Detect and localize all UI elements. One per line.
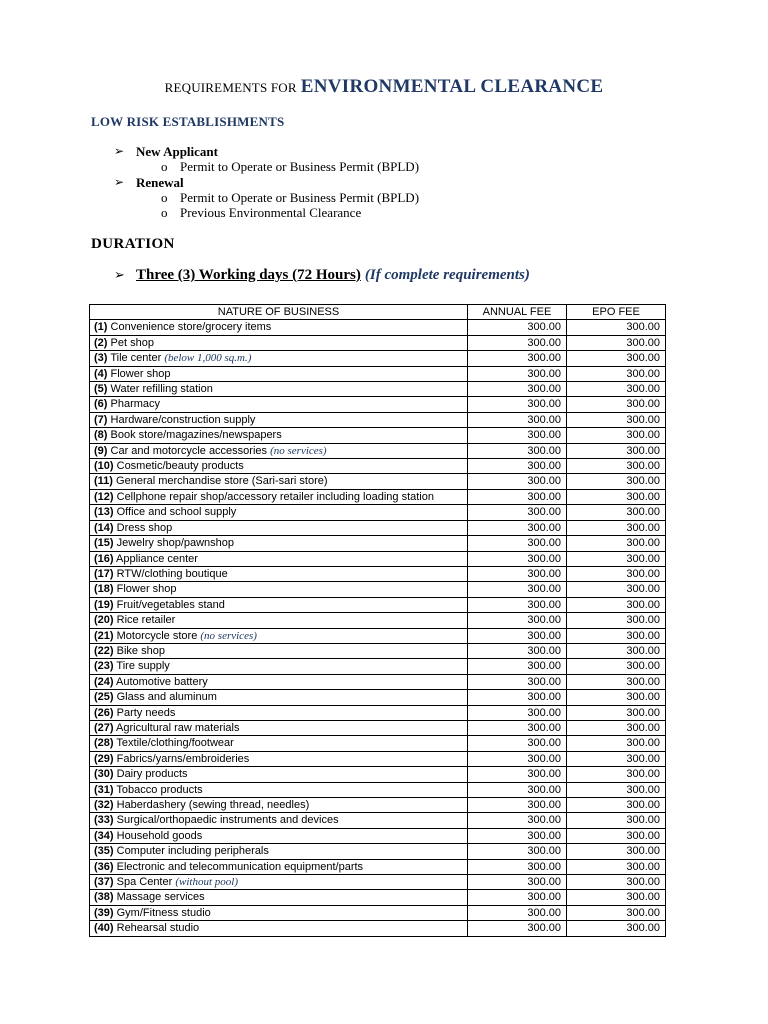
annual-fee-cell: 300.00 (468, 536, 567, 551)
business-cell (90, 536, 468, 551)
business-name: Textile/clothing/footwear (116, 737, 234, 750)
epo-fee-cell: 300.00 (567, 690, 666, 705)
business-qualifier: (no services) (270, 444, 327, 457)
requirement-group-title (114, 144, 419, 159)
business-cell (90, 828, 468, 843)
business-cell (90, 643, 468, 658)
business-name: Jewelry shop/pawnshop (116, 537, 235, 550)
row-number: (6) (94, 398, 108, 411)
epo-fee-cell: 300.00 (567, 582, 666, 597)
annual-fee-cell: 300.00 (468, 459, 567, 474)
epo-fee-cell: 300.00 (567, 459, 666, 474)
business-name: Water refilling station (110, 383, 213, 396)
business-name: Electronic and telecommunication equipment/parts (116, 860, 364, 873)
table-row (90, 597, 666, 612)
annual-fee-cell: 300.00 (468, 905, 567, 920)
row-number: (10) (94, 460, 114, 473)
business-cell (90, 428, 468, 443)
business-cell (90, 566, 468, 581)
annual-fee-cell: 300.00 (468, 613, 567, 628)
requirement-item (114, 205, 419, 220)
row-number: (20) (94, 614, 114, 627)
epo-fee-cell: 300.00 (567, 335, 666, 350)
table-row (90, 551, 666, 566)
duration-text: Three (3) Working days (72 Hours) (136, 267, 361, 283)
epo-fee-cell: 300.00 (567, 428, 666, 443)
requirements-list (114, 144, 419, 220)
annual-fee-cell: 300.00 (468, 844, 567, 859)
business-cell (90, 335, 468, 350)
arrow-bullet-icon: ➢ (114, 174, 125, 189)
annual-fee-cell: 300.00 (468, 428, 567, 443)
epo-fee-cell: 300.00 (567, 520, 666, 535)
annual-fee-cell: 300.00 (468, 443, 567, 458)
epo-fee-cell: 300.00 (567, 875, 666, 890)
annual-fee-cell: 300.00 (468, 674, 567, 689)
business-cell (90, 921, 468, 936)
table-row (90, 720, 666, 735)
epo-fee-cell: 300.00 (567, 628, 666, 643)
table-row (90, 335, 666, 350)
business-name: Automotive battery (116, 675, 208, 688)
annual-fee-cell: 300.00 (468, 489, 567, 504)
row-number: (16) (94, 552, 114, 565)
business-cell (90, 474, 468, 489)
business-cell (90, 720, 468, 735)
table-row (90, 767, 666, 782)
epo-fee-cell: 300.00 (567, 474, 666, 489)
annual-fee-cell: 300.00 (468, 505, 567, 520)
business-cell (90, 705, 468, 720)
table-row (90, 536, 666, 551)
business-cell (90, 628, 468, 643)
table-row (90, 474, 666, 489)
header-nature: NATURE OF BUSINESS (90, 305, 468, 320)
table-row (90, 628, 666, 643)
business-cell (90, 489, 468, 504)
row-number: (11) (94, 475, 113, 488)
business-name: Massage services (116, 891, 205, 904)
business-cell (90, 520, 468, 535)
epo-fee-cell: 300.00 (567, 813, 666, 828)
epo-fee-cell: 300.00 (567, 859, 666, 874)
annual-fee-cell: 300.00 (468, 736, 567, 751)
epo-fee-cell: 300.00 (567, 828, 666, 843)
row-number: (31) (94, 783, 114, 796)
table-row (90, 489, 666, 504)
annual-fee-cell: 300.00 (468, 628, 567, 643)
table-row (90, 828, 666, 843)
arrow-bullet-icon: ➢ (114, 144, 125, 158)
duration-note: (If complete requirements) (364, 267, 530, 283)
table-header-row (90, 305, 666, 320)
annual-fee-cell: 300.00 (468, 643, 567, 658)
business-name: Spa Center (116, 876, 173, 889)
row-number: (37) (94, 876, 114, 889)
annual-fee-cell: 300.00 (468, 859, 567, 874)
epo-fee-cell: 300.00 (567, 366, 666, 381)
epo-fee-cell: 300.00 (567, 643, 666, 658)
table-row (90, 582, 666, 597)
business-name: Rice retailer (116, 614, 176, 627)
row-number: (35) (94, 845, 114, 858)
business-cell (90, 813, 468, 828)
table-row (90, 320, 666, 335)
annual-fee-cell: 300.00 (468, 366, 567, 381)
business-name: Fruit/vegetables stand (116, 598, 225, 611)
annual-fee-cell: 300.00 (468, 798, 567, 813)
business-name: Office and school supply (116, 506, 237, 519)
table-row (90, 674, 666, 689)
table-row (90, 690, 666, 705)
epo-fee-cell: 300.00 (567, 751, 666, 766)
business-name: Cellphone repair shop/accessory retailer including loading station (116, 490, 434, 503)
requirement-item-text: Previous Environmental Clearance (180, 205, 362, 221)
epo-fee-cell: 300.00 (567, 505, 666, 520)
row-number: (27) (94, 721, 114, 734)
business-cell (90, 551, 468, 566)
business-name: Agricultural raw materials (116, 721, 240, 734)
table-row (90, 705, 666, 720)
row-number: (25) (94, 691, 114, 704)
epo-fee-cell: 300.00 (567, 782, 666, 797)
requirement-group-title (114, 175, 419, 190)
requirement-group-label: Renewal (136, 174, 184, 190)
business-name: Tobacco products (116, 783, 203, 796)
row-number: (15) (94, 537, 114, 550)
annual-fee-cell: 300.00 (468, 813, 567, 828)
business-name: Glass and aluminum (116, 691, 217, 704)
arrow-bullet-icon: ➢ (114, 268, 125, 283)
annual-fee-cell: 300.00 (468, 582, 567, 597)
table-row (90, 382, 666, 397)
business-name: Hardware/construction supply (110, 413, 256, 426)
row-number: (33) (94, 814, 114, 827)
table-row (90, 736, 666, 751)
business-cell (90, 844, 468, 859)
header-epo-fee: EPO FEE (567, 305, 666, 320)
epo-fee-cell: 300.00 (567, 412, 666, 427)
business-name: Tile center (110, 352, 162, 365)
annual-fee-cell: 300.00 (468, 520, 567, 535)
row-number: (17) (94, 567, 114, 580)
row-number: (21) (94, 629, 114, 642)
table-row (90, 782, 666, 797)
epo-fee-cell: 300.00 (567, 921, 666, 936)
row-number: (24) (94, 675, 114, 688)
row-number: (32) (94, 799, 114, 811)
annual-fee-cell: 300.00 (468, 597, 567, 612)
annual-fee-cell: 300.00 (468, 397, 567, 412)
row-number: (23) (94, 660, 114, 673)
business-qualifier: (without pool) (175, 876, 238, 889)
row-number: (9) (94, 444, 108, 457)
business-name: Gym/Fitness studio (116, 906, 211, 919)
business-name: Fabrics/yarns/embroideries (116, 752, 250, 765)
annual-fee-cell: 300.00 (468, 551, 567, 566)
annual-fee-cell: 300.00 (468, 767, 567, 782)
business-name: Haberdashery (sewing thread, needles) (116, 799, 310, 811)
epo-fee-cell: 300.00 (567, 489, 666, 504)
requirement-item-text: Permit to Operate or Business Permit (BPLD) (180, 189, 420, 205)
section-heading: LOW RISK ESTABLISHMENTS (91, 114, 285, 129)
annual-fee-cell: 300.00 (468, 351, 567, 366)
requirement-item (114, 159, 419, 174)
epo-fee-cell: 300.00 (567, 890, 666, 905)
business-name: Party needs (116, 706, 176, 719)
business-cell (90, 459, 468, 474)
table-row (90, 397, 666, 412)
requirement-item (114, 190, 419, 205)
row-number: (26) (94, 706, 114, 719)
business-qualifier: (no services) (200, 629, 257, 642)
row-number: (38) (94, 891, 114, 904)
row-number: (18) (94, 583, 114, 596)
page-title (0, 76, 768, 98)
row-number: (29) (94, 752, 114, 765)
business-cell (90, 751, 468, 766)
header-annual-fee: ANNUAL FEE (468, 305, 567, 320)
row-number: (3) (94, 352, 108, 365)
epo-fee-cell: 300.00 (567, 397, 666, 412)
row-number: (28) (94, 737, 114, 750)
epo-fee-cell: 300.00 (567, 443, 666, 458)
epo-fee-cell: 300.00 (567, 536, 666, 551)
business-name: Flower shop (110, 367, 171, 380)
business-name: General merchandise store (Sari-sari store) (116, 475, 328, 488)
annual-fee-cell: 300.00 (468, 751, 567, 766)
epo-fee-cell: 300.00 (567, 905, 666, 920)
business-cell (90, 320, 468, 335)
requirement-group-label: New Applicant (136, 144, 218, 159)
business-name: Car and motorcycle accessories (110, 444, 268, 457)
epo-fee-cell: 300.00 (567, 659, 666, 674)
epo-fee-cell: 300.00 (567, 844, 666, 859)
row-number: (34) (94, 829, 114, 842)
business-name: Tire supply (116, 660, 170, 673)
annual-fee-cell: 300.00 (468, 720, 567, 735)
annual-fee-cell: 300.00 (468, 705, 567, 720)
business-cell (90, 905, 468, 920)
table-row (90, 520, 666, 535)
table-row (90, 659, 666, 674)
table-row (90, 813, 666, 828)
table-row (90, 875, 666, 890)
row-number: (30) (94, 768, 114, 781)
business-cell (90, 366, 468, 381)
epo-fee-cell: 300.00 (567, 736, 666, 751)
business-name: Appliance center (116, 552, 198, 565)
business-name: Flower shop (116, 583, 177, 596)
row-number: (13) (94, 506, 114, 519)
business-cell (90, 767, 468, 782)
table-row (90, 459, 666, 474)
epo-fee-cell: 300.00 (567, 566, 666, 581)
row-number: (22) (94, 644, 114, 657)
business-cell (90, 690, 468, 705)
epo-fee-cell: 300.00 (567, 767, 666, 782)
table-row (90, 428, 666, 443)
duration-line (114, 267, 530, 284)
row-number: (7) (94, 413, 108, 426)
business-cell (90, 412, 468, 427)
table-row (90, 366, 666, 381)
epo-fee-cell: 300.00 (567, 597, 666, 612)
business-name: Bike shop (116, 644, 165, 657)
business-name: Dairy products (116, 768, 188, 781)
business-cell (90, 582, 468, 597)
annual-fee-cell: 300.00 (468, 566, 567, 581)
epo-fee-cell: 300.00 (567, 613, 666, 628)
row-number: (2) (94, 336, 108, 349)
annual-fee-cell: 300.00 (468, 412, 567, 427)
row-number: (1) (94, 321, 108, 334)
annual-fee-cell: 300.00 (468, 320, 567, 335)
fees-table (89, 304, 666, 937)
business-cell (90, 890, 468, 905)
business-name: Pet shop (110, 336, 154, 349)
table-row (90, 643, 666, 658)
business-cell (90, 659, 468, 674)
epo-fee-cell: 300.00 (567, 674, 666, 689)
epo-fee-cell: 300.00 (567, 798, 666, 813)
annual-fee-cell: 300.00 (468, 782, 567, 797)
business-name: Convenience store/grocery items (110, 321, 272, 334)
business-cell (90, 859, 468, 874)
table-row (90, 798, 666, 813)
business-cell (90, 875, 468, 890)
business-cell (90, 382, 468, 397)
business-cell (90, 674, 468, 689)
circle-bullet-icon: o (161, 159, 168, 175)
table-row (90, 443, 666, 458)
annual-fee-cell: 300.00 (468, 335, 567, 350)
epo-fee-cell: 300.00 (567, 382, 666, 397)
business-name: Dress shop (116, 521, 173, 534)
row-number: (40) (94, 922, 114, 935)
row-number: (19) (94, 598, 114, 611)
annual-fee-cell: 300.00 (468, 828, 567, 843)
row-number: (36) (94, 860, 114, 873)
table-row (90, 613, 666, 628)
annual-fee-cell: 300.00 (468, 890, 567, 905)
business-name: RTW/clothing boutique (116, 567, 228, 580)
business-name: Book store/magazines/newspapers (110, 429, 282, 442)
circle-bullet-icon: o (161, 205, 168, 221)
annual-fee-cell: 300.00 (468, 690, 567, 705)
epo-fee-cell: 300.00 (567, 551, 666, 566)
business-cell (90, 443, 468, 458)
annual-fee-cell: 300.00 (468, 474, 567, 489)
epo-fee-cell: 300.00 (567, 320, 666, 335)
table-row (90, 905, 666, 920)
business-cell (90, 798, 468, 813)
business-cell (90, 613, 468, 628)
row-number: (39) (94, 906, 114, 919)
title-main: ENVIRONMENTAL CLEARANCE (300, 76, 604, 97)
business-name: Computer including peripherals (116, 845, 269, 858)
title-prefix: REQUIREMENTS FOR (164, 80, 297, 95)
business-name: Cosmetic/beauty products (116, 460, 244, 473)
annual-fee-cell: 300.00 (468, 382, 567, 397)
business-cell (90, 397, 468, 412)
row-number: (14) (94, 521, 114, 534)
table-row (90, 351, 666, 366)
row-number: (12) (94, 490, 114, 503)
table-row (90, 844, 666, 859)
epo-fee-cell: 300.00 (567, 351, 666, 366)
annual-fee-cell: 300.00 (468, 875, 567, 890)
table-row (90, 921, 666, 936)
circle-bullet-icon: o (161, 189, 168, 205)
business-cell (90, 736, 468, 751)
table-body (90, 320, 666, 936)
business-qualifier: (below 1,000 sq.m.) (164, 352, 252, 365)
business-name: Surgical/orthopaedic instruments and devices (116, 814, 339, 827)
table-row (90, 890, 666, 905)
epo-fee-cell: 300.00 (567, 705, 666, 720)
business-name: Pharmacy (110, 398, 161, 411)
business-name: Household goods (116, 829, 203, 842)
row-number: (8) (94, 429, 108, 442)
table-row (90, 412, 666, 427)
business-name: Rehearsal studio (116, 922, 200, 935)
table-row (90, 566, 666, 581)
requirement-item-text: Permit to Operate or Business Permit (BPLD) (180, 159, 420, 175)
business-cell (90, 782, 468, 797)
row-number: (4) (94, 367, 108, 380)
table-row (90, 859, 666, 874)
annual-fee-cell: 300.00 (468, 921, 567, 936)
table-row (90, 505, 666, 520)
business-name: Motorcycle store (116, 629, 198, 642)
business-cell (90, 351, 468, 366)
epo-fee-cell: 300.00 (567, 720, 666, 735)
row-number: (5) (94, 383, 108, 396)
duration-heading: DURATION (91, 236, 175, 252)
business-cell (90, 505, 468, 520)
table-row (90, 751, 666, 766)
annual-fee-cell: 300.00 (468, 659, 567, 674)
business-cell (90, 597, 468, 612)
